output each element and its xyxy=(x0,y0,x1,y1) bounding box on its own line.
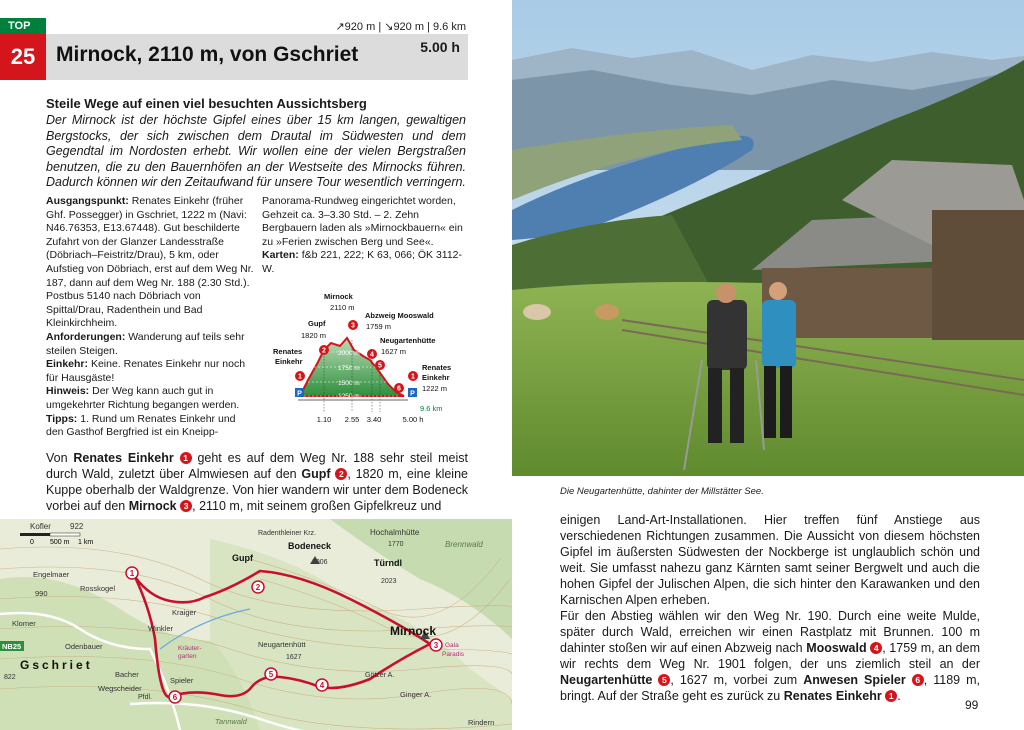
maps-label: Karten: xyxy=(262,249,299,262)
top-badge: TOP xyxy=(0,18,46,34)
map-gala: Gala xyxy=(445,642,459,649)
profile-marker-2: 2 xyxy=(322,347,326,355)
map-klomer: Klomer xyxy=(12,619,36,628)
map-marker-2: 2 xyxy=(255,583,261,592)
body-right-part-b: , 1759 m, an dem wir rechts dem Weg Nr. 1901 folgen, der uns ziemlich steil an der xyxy=(560,641,981,671)
map-nb25: NB25 xyxy=(2,642,22,651)
intro-text: Der Mirnock ist der höchste Gipfel eines über 15 km langen, gewaltigen Bergstocks, der sich zwischen dem Drautal im Südwesten und dem Gegendtal im Nordosten erhebt. Wir wollen eine der vielen Bergstraßen benutzen, die zu den Bauernhöfen an der Westseite des Mirnocks führen. Dadurch können wir den Zeitaufwand für unsere Tour wesentlich verringern. xyxy=(46,113,466,190)
scale-500: 500 m xyxy=(50,539,70,546)
map-pfdl: Pfdl. xyxy=(138,694,153,701)
map-turndl: Türndl xyxy=(374,558,402,568)
label-renates-right-1: Renates xyxy=(422,363,452,372)
map-ginger: Ginger A. xyxy=(400,690,432,699)
label-mirnock: Mirnock xyxy=(324,292,353,301)
elevation-profile xyxy=(268,288,468,428)
map-alt-1627: 1627 xyxy=(286,654,302,661)
map-marker-3: 3 xyxy=(433,641,439,650)
map-marker-1: 1 xyxy=(129,569,135,578)
label-renates-left-1: Renates xyxy=(273,347,303,356)
label-renates-right-2: Einkehr xyxy=(422,373,450,382)
elev-2000: 2000 m xyxy=(338,350,360,357)
parking-icon: P xyxy=(297,390,302,398)
map-rosskogel: Rosskogel xyxy=(80,584,116,593)
profile-marker-6: 6 xyxy=(397,385,401,393)
map-radenth: Radenthleiner Krz. xyxy=(258,530,316,537)
marker-5: 5 xyxy=(658,674,670,686)
map-neugarten: Neugartenhütt xyxy=(258,640,306,649)
body-right-part-e: . xyxy=(897,689,901,703)
map-engelmaer: Engelmaer xyxy=(33,570,70,579)
label-neugarten: Neugartenhütte xyxy=(380,336,436,345)
intro-subhead: Steile Wege auf einen viel besuchten Aussichtsberg xyxy=(46,96,367,111)
map-gotzer: Götzer A. xyxy=(365,672,395,679)
body-right-spieler: Anwesen Spieler xyxy=(803,673,906,687)
map-gschriet: Gschriet xyxy=(20,658,93,672)
maps-text: f&b 221, 222; K 63, 066; ÖK 3112-W. xyxy=(262,249,463,275)
label-distance: 9.6 km xyxy=(420,404,443,413)
body-left-mirnock: Mirnock xyxy=(128,499,177,513)
info-column-right xyxy=(262,195,468,277)
profile-marker-5: 5 xyxy=(378,362,382,370)
time-3: 3.40 xyxy=(366,415,382,424)
photo-neugartenhuette xyxy=(512,0,1024,476)
map-krauter: Kräuter- xyxy=(178,645,202,652)
elev-1500: 1500 m xyxy=(338,380,360,387)
title-bar xyxy=(46,34,468,80)
elev-1750: 1750 m xyxy=(338,365,360,372)
body-right-part-a: Für den Abstieg wählen wir den Weg Nr. 190. Durch eine weite Mulde, später durch Wald, erreichen wir einen Rastplatz mit Brunnen. 100 m dahinter stoßen wir auf einen Abzweig nach xyxy=(560,609,980,655)
body-right-neugarten: Neugartenhütte xyxy=(560,673,653,687)
map-marker-6: 6 xyxy=(172,693,178,702)
elev-1250: 1250 m xyxy=(338,393,360,400)
food-text: Keine. Renates Einkehr nur noch für Hausgäste! xyxy=(46,358,246,384)
map-garten: garten xyxy=(178,653,197,660)
body-right-part-d: , 1189 m, bringt. Auf der Straße geht es zurück zu xyxy=(560,673,980,703)
body-left-part-1: Von xyxy=(46,451,74,465)
hint-text: Der Weg kann auch gut in umgekehrter Richtung begangen werden. xyxy=(46,385,240,411)
start-text: Renates Einkehr (früher Ghf. Possegger) in Gschriet, 1222 m (Navi: N46.76353, E13.67448). Gut beschilderte Zufahrt von der Glanzer Landesstraße (Döbriach–Feistritz/Drau), 5 km, oder Aufstieg von Döbriach, erst auf dem Weg Nr. 187, dann auf dem Weg Nr. 188 (2.30 Std.). Postbus 5140 nach Döbriach von Spittal/Drau, Radenthein und Bad Kleinkirchheim. xyxy=(46,195,254,330)
body-right-part-c: , 1627 m, vorbei zum xyxy=(670,673,804,687)
map-alt-2006: 2006 xyxy=(312,559,328,566)
map-mirnock: Mirnock xyxy=(390,624,437,638)
label-mirnock-alt: 2110 m xyxy=(330,303,355,312)
tips-continued: Panorama-Rundweg eingerichtet worden, Gehzeit ca. 3–3.30 Std. – 2. Zehn Bergbauern laden als »Mirnockbauern« ein zu »Ferien zwischen Berg und See«. xyxy=(262,195,463,248)
map-koffler-alt: 922 xyxy=(70,522,84,531)
body-left-gupf: Gupf xyxy=(301,467,331,481)
map-wegscheider: Wegscheider xyxy=(98,684,142,693)
body-left-renates: Renates Einkehr xyxy=(73,451,174,465)
tips-text: 1. Rund um Renates Einkehr und den Gasthof Bergfried ist ein Kneipp- xyxy=(46,412,236,439)
tour-number-badge: 25 xyxy=(0,34,46,80)
time-2: 2.55 xyxy=(344,415,360,424)
marker-1: 1 xyxy=(180,452,192,464)
profile-marker-1-end: 1 xyxy=(411,373,415,381)
map-paradis: Paradis xyxy=(442,651,465,658)
profile-marker-4: 4 xyxy=(370,351,374,359)
label-neugarten-alt: 1627 m xyxy=(381,347,407,356)
start-label: Ausgangspunkt: xyxy=(46,195,129,207)
map-bodeneck: Bodeneck xyxy=(288,541,332,551)
profile-marker-1: 1 xyxy=(298,373,302,381)
page-number: 99 xyxy=(965,698,979,712)
map-tannwald: Tannwald xyxy=(215,717,247,726)
map-hochalm: Hochalmhütte xyxy=(370,528,420,537)
body-right-mooswald: Mooswald xyxy=(806,641,867,655)
map-marker-5: 5 xyxy=(268,670,274,679)
label-mooswald: Abzweig Mooswald xyxy=(365,311,434,320)
body-right-para-1: einigen Land-Art-Installationen. Hier treffen fünf Anstiege aus verschiedenen Richtungen zusammen. Die Aussicht von diesem höchsten Gipfel im äußersten Südwesten der Nockberge ist unglaublich schön und weit. Sie umfasst nahezu ganz Kärnten samt seiner Bergwelt und auch die hohen Gipfel der Julischen Alpen, die sich hinter den Karawanken und den Karnischen Alpen erheben. xyxy=(560,513,980,607)
map-alt-1770: 1770 xyxy=(388,541,404,548)
map-alt-822: 822 xyxy=(4,674,16,681)
food-label: Einkehr: xyxy=(46,358,89,371)
scale-1km: 1 km xyxy=(78,539,94,546)
map-odenbauer: Odenbauer xyxy=(65,642,103,651)
time-4: 5.00 h xyxy=(402,415,424,424)
parking-icon-end: P xyxy=(410,390,415,398)
body-left-part-2: geht es auf dem Weg Nr. 188 sehr steil meist durch Wald, zuletzt über Almwiesen auf den xyxy=(46,451,468,481)
requirements-text: Wanderung auf teils sehr steilen Steigen. xyxy=(46,330,245,357)
map-alt-990: 990 xyxy=(35,589,48,598)
label-renates-right-alt: 1222 m xyxy=(422,384,448,393)
page-title: Mirnock, 2110 m, von Gschriet xyxy=(56,43,359,66)
map-koffler: Kofler xyxy=(30,522,51,531)
map-brennwald: Brennwald xyxy=(445,540,483,549)
requirements-label: Anforderungen: xyxy=(46,330,126,343)
info-column-left xyxy=(46,195,254,440)
map-bacher: Bacher xyxy=(115,670,139,679)
profile-marker-3: 3 xyxy=(351,322,355,330)
marker-6: 6 xyxy=(912,674,924,686)
marker-4: 4 xyxy=(870,642,882,654)
body-left-part-4: , 2110 m, mit seinem großen Gipfelkreuz und xyxy=(192,499,442,513)
marker-2: 2 xyxy=(335,468,347,480)
body-text-left xyxy=(46,450,468,514)
time-1: 1.10 xyxy=(316,415,332,424)
label-renates-left-2: Einkehr xyxy=(275,357,303,366)
body-right-renates: Renates Einkehr xyxy=(783,689,882,703)
hint-label: Hinweis: xyxy=(46,385,90,398)
map-gupf: Gupf xyxy=(232,553,253,563)
body-left-part-3: , 1820 m, eine kleine Kuppe oberhalb der Waldgrenze. Von hier wandern wir unter dem Bodeneck vorbei auf den xyxy=(46,467,469,513)
map-winkler: Winkler xyxy=(148,624,174,633)
photo-caption: Die Neugartenhütte, dahinter der Millstätter See. xyxy=(560,486,764,497)
marker-3: 3 xyxy=(180,500,192,512)
label-gupf-alt: 1820 m xyxy=(301,331,327,340)
body-text-right xyxy=(560,512,980,704)
map-kraiger: Kraiger xyxy=(172,608,197,617)
tour-duration: 5.00 h xyxy=(420,39,460,55)
label-mooswald-alt: 1759 m xyxy=(366,322,392,331)
marker-1-right: 1 xyxy=(885,690,897,702)
scale-0: 0 xyxy=(30,539,34,546)
map-spieler: Spieler xyxy=(170,676,194,685)
tips-label: Tipps: xyxy=(46,412,78,425)
map-rindern: Rindern xyxy=(468,718,495,727)
map-alt-2023: 2023 xyxy=(381,578,397,585)
label-gupf: Gupf xyxy=(308,319,326,328)
tour-stats: ↗920 m | ↘920 m | 9.6 km xyxy=(335,21,466,33)
map-marker-4: 4 xyxy=(319,681,325,690)
route-map xyxy=(0,519,512,730)
